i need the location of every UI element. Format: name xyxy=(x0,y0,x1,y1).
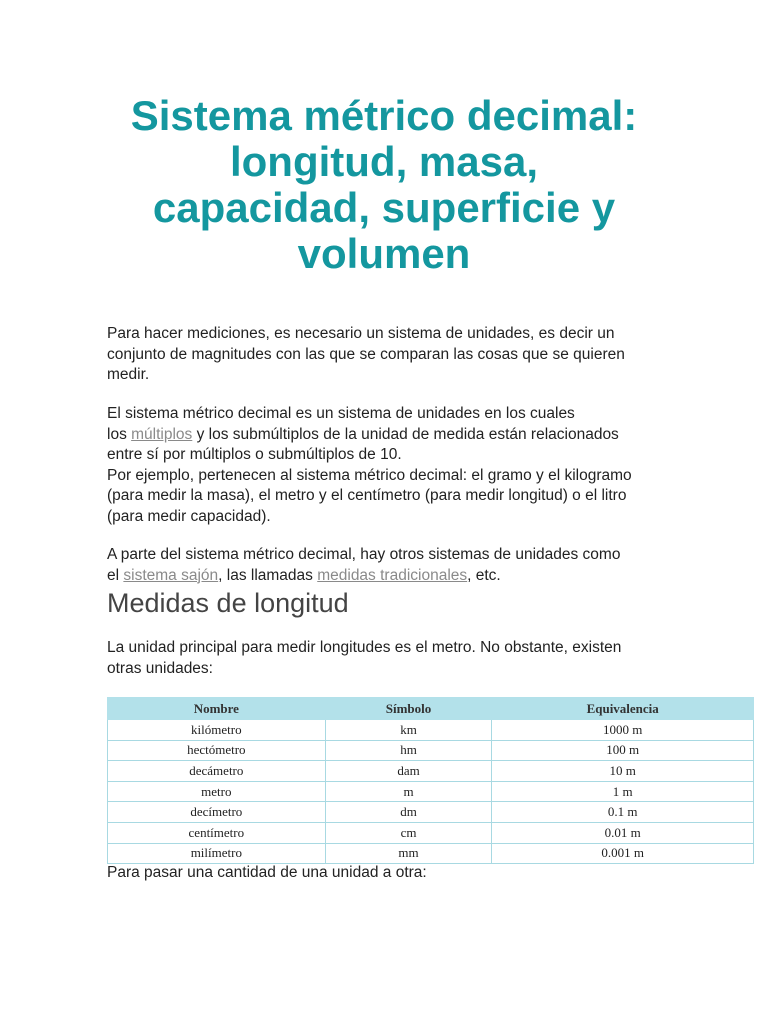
table-row xyxy=(108,843,754,864)
text-line: A parte del sistema métrico decimal, hay otros sistemas de unidades como xyxy=(107,546,621,563)
title-line: Sistema métrico decimal: xyxy=(130,92,638,139)
unit-equivalence-cell: 1 m xyxy=(492,781,754,802)
text-line: El sistema métrico decimal es un sistema de unidades en los cuales xyxy=(107,405,575,422)
intro-paragraph xyxy=(107,324,667,386)
column-header-equivalence: Equivalencia xyxy=(492,698,754,720)
multiplos-link[interactable]: múltiplos xyxy=(131,425,193,443)
unit-equivalence-cell: 0.01 m xyxy=(492,822,754,843)
unit-equivalence-cell: 0.1 m xyxy=(492,802,754,823)
unit-equivalence-cell: 10 m xyxy=(492,761,754,782)
unit-equivalence-cell: 0.001 m xyxy=(492,843,754,864)
unit-name-cell: centímetro xyxy=(108,822,326,843)
conversion-intro-text: Para pasar una cantidad de una unidad a otra: xyxy=(107,864,427,881)
unit-symbol-cell: dm xyxy=(325,802,492,823)
table-row xyxy=(108,802,754,823)
title-line: longitud, masa, xyxy=(229,138,539,185)
text-line: Por ejemplo, pertenecen al sistema métrico decimal: el gramo y el kilogramo xyxy=(107,466,632,484)
length-units-table xyxy=(107,697,754,864)
table-row xyxy=(108,720,754,741)
text-segment: , etc. xyxy=(467,566,501,584)
text-line: conjunto de magnitudes con las que se comparan las cosas que se quieren xyxy=(107,345,625,363)
unit-name-cell: decímetro xyxy=(108,802,326,823)
text-segment: y los submúltiplos de la unidad de medida están relacionados xyxy=(192,425,619,443)
text-line: entre sí por múltiplos o submúltiplos de 10. xyxy=(107,446,402,463)
unit-name-cell: hectómetro xyxy=(108,740,326,761)
unit-name-cell: decámetro xyxy=(108,761,326,782)
column-header-name: Nombre xyxy=(108,698,326,720)
unit-equivalence-cell: 100 m xyxy=(492,740,754,761)
table-row xyxy=(108,740,754,761)
unit-symbol-cell: mm xyxy=(325,843,492,864)
title-line: volumen xyxy=(297,230,471,277)
text-line: (para medir la masa), el metro y el centímetro (para medir longitud) o el litro xyxy=(107,487,627,504)
text-line: otras unidades: xyxy=(107,659,213,677)
column-header-symbol: Símbolo xyxy=(325,698,492,720)
unit-symbol-cell: m xyxy=(325,781,492,802)
text-segment: el xyxy=(107,566,124,584)
unit-equivalence-cell: 1000 m xyxy=(492,720,754,741)
section-intro-paragraph xyxy=(107,638,667,679)
text-line: La unidad principal para medir longitudes es el metro. No obstante, existen xyxy=(107,639,622,656)
medidas-tradicionales-link[interactable]: medidas tradicionales xyxy=(317,566,468,584)
table-row xyxy=(108,822,754,843)
title-line: capacidad, superficie y xyxy=(152,184,616,231)
text-line: (para medir capacidad). xyxy=(107,507,271,525)
sistema-sajon-link[interactable]: sistema sajón xyxy=(123,566,219,584)
unit-name-cell: kilómetro xyxy=(108,720,326,741)
definition-paragraph xyxy=(107,404,667,527)
unit-symbol-cell: cm xyxy=(325,822,492,843)
table-header-row xyxy=(108,698,754,720)
other-systems-paragraph xyxy=(107,545,667,586)
text-line: Para hacer mediciones, es necesario un sistema de unidades, es decir un xyxy=(107,325,615,342)
text-line: medir. xyxy=(107,366,150,383)
text-segment: , las llamadas xyxy=(218,566,318,584)
page-title xyxy=(80,93,688,277)
unit-symbol-cell: hm xyxy=(325,740,492,761)
table-row xyxy=(108,761,754,782)
unit-name-cell: milímetro xyxy=(108,843,326,864)
unit-symbol-cell: dam xyxy=(325,761,492,782)
table-row xyxy=(108,781,754,802)
unit-symbol-cell: km xyxy=(325,720,492,741)
text-segment: los xyxy=(107,425,132,443)
unit-name-cell: metro xyxy=(108,781,326,802)
section-heading: Medidas de longitud xyxy=(107,588,349,618)
